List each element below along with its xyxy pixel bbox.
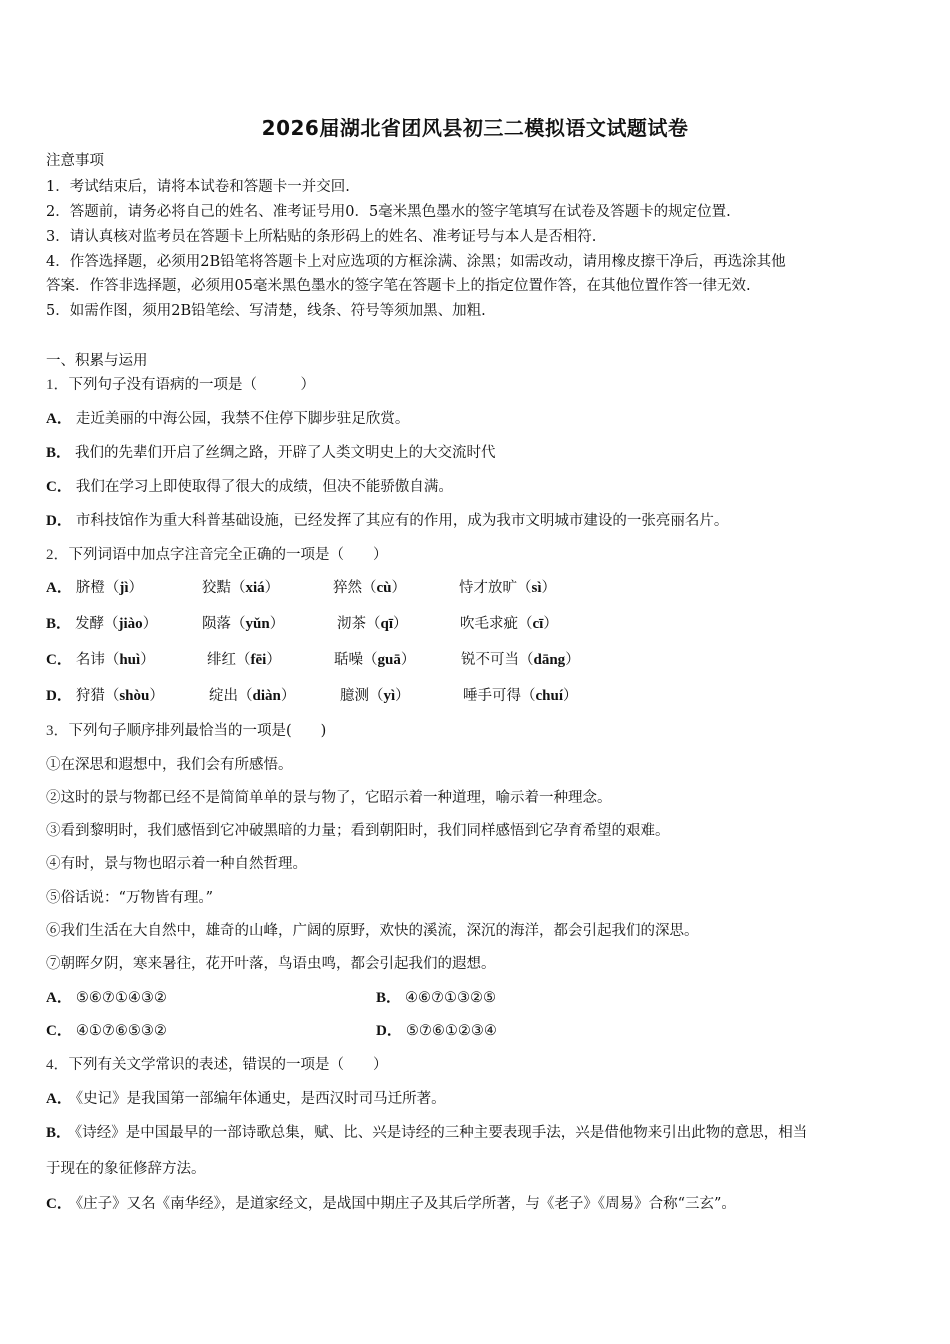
option-label: A． (46, 990, 72, 1006)
word-item: 聒噪（guā） (334, 652, 416, 668)
question-text: 下列词语中加点字注音完全正确的一项是（ ） (68, 547, 388, 563)
notice-item: 3．请认真核对监考员在答题卡上所粘贴的条形码上的姓名、准考证号与本人是否相符. (46, 229, 597, 245)
q3-sentence: ④有时，景与物也昭示着一种自然哲理。 (46, 856, 307, 872)
word-item: 臆测（yì） (340, 688, 410, 704)
word-item: 狩猎（shòu） (75, 688, 164, 704)
option-label: C． (46, 1023, 72, 1039)
notice-heading: 注意事项 (46, 153, 104, 169)
q2-option-a[interactable] (46, 578, 143, 598)
option-text: 走近美丽的中海公园，我禁不住停下脚步驻足欣赏。 (75, 411, 410, 427)
q1-option-b[interactable] (46, 443, 496, 463)
word-item: 锐不可当（dāng） (461, 652, 580, 668)
q1-option-a[interactable] (46, 409, 409, 429)
option-label: D． (46, 513, 72, 529)
option-text: ⑤⑦⑥①②③④ (405, 1023, 497, 1039)
q3-option-b[interactable] (376, 988, 496, 1008)
q3-sentence: ⑥我们生活在大自然中，雄奇的山峰，广阔的原野，欢快的溪流，深沉的海洋，都会引起我们的深思。 (46, 923, 699, 939)
option-text: ④①⑦⑥⑤③② (75, 1023, 167, 1039)
option-label: C． (46, 652, 72, 668)
page-title: 2026届湖北省团风县初三二模拟语文试题试卷 (261, 116, 689, 140)
question-number: 2． (46, 547, 69, 563)
notice-item: 5．如需作图，须用2B铅笔绘、写清楚，线条、符号等须加黑、加粗. (46, 303, 486, 319)
q3-sentence: ⑤俗话说：“万物皆有理。” (46, 890, 214, 906)
option-label: A． (46, 1091, 72, 1107)
q1-option-d[interactable] (46, 511, 728, 531)
option-text: ④⑥⑦①③②⑤ (405, 990, 497, 1006)
word-item: 猝然（cù） (333, 580, 406, 596)
question-text: 下列句子顺序排列最恰当的一项是( ) (68, 723, 327, 739)
word-item: 陨落（yǔn） (202, 616, 285, 632)
word-item: 恃才放旷（sì） (459, 580, 557, 596)
option-text: 《诗经》是中国最早的一部诗歌总集，赋、比、兴是诗经的三种主要表现手法，兴是借他物来引出此物的意思，相当 (75, 1125, 808, 1141)
question-number: 3． (46, 723, 69, 739)
word-item: 狡黠（xiá） (202, 580, 280, 596)
word-item: 唾手可得（chuí） (463, 688, 578, 704)
option-label: C． (46, 479, 72, 495)
q3-sentence: ⑦朝晖夕阴，寒来暑往，花开叶落，鸟语虫鸣，都会引起我们的遐想。 (46, 956, 496, 972)
word-item: 脐橙（jì） (75, 580, 144, 596)
q2-option-b[interactable] (46, 614, 157, 634)
q2-option-d[interactable] (46, 686, 164, 706)
question-4-stem (46, 1055, 388, 1075)
question-2-stem (46, 545, 388, 565)
option-label: A． (46, 580, 72, 596)
option-label: A． (46, 411, 72, 427)
option-label: B． (46, 445, 72, 461)
q4-option-a[interactable] (46, 1089, 446, 1109)
q4-option-b[interactable] (46, 1123, 807, 1143)
question-1-stem (46, 375, 315, 395)
word-item: 名讳（huì） (75, 652, 155, 668)
option-label: C． (46, 1196, 72, 1212)
option-text: 我们在学习上即使取得了很大的成绩，但决不能骄傲自满。 (75, 479, 453, 495)
word-item: 沏茶（qī） (337, 616, 408, 632)
question-number: 4． (46, 1057, 69, 1073)
q3-option-a[interactable] (46, 988, 167, 1008)
option-text: 《史记》是我国第一部编年体通史，是西汉时司马迁所著。 (75, 1091, 446, 1107)
option-label: D． (376, 1023, 402, 1039)
option-label: D． (46, 688, 72, 704)
word-item: 绽出（diàn） (209, 688, 296, 704)
q3-option-d[interactable] (376, 1021, 497, 1041)
question-text: 下列句子没有语病的一项是（ ） (68, 377, 316, 393)
word-item: 发酵（jiào） (75, 616, 158, 632)
option-label: B． (376, 990, 402, 1006)
word-item: 绯红（fēi） (207, 652, 281, 668)
option-text: 市科技馆作为重大科普基础设施，已经发挥了其应有的作用，成为我市文明城市建设的一张亮丽名片。 (75, 513, 729, 529)
section-heading: 一、积累与运用 (46, 353, 148, 369)
question-text: 下列有关文学常识的表述，错误的一项是（ ） (68, 1057, 388, 1073)
option-label: B． (46, 1125, 72, 1141)
question-number: 1． (46, 377, 69, 393)
option-label: B． (46, 616, 72, 632)
q4-option-c[interactable] (46, 1194, 736, 1214)
q3-sentence: ②这时的景与物都已经不是简简单单的景与物了，它昭示着一种道理，喻示着一种理念。 (46, 790, 612, 806)
q1-option-c[interactable] (46, 477, 453, 497)
word-item: 吹毛求疵（cī） (460, 616, 558, 632)
notice-item: 4．作答选择题，必须用2B铅笔将答题卡上对应选项的方框涂满、涂黑；如需改动，请用橡皮擦干净后，再选涂其他 (46, 254, 786, 270)
q3-sentence: ①在深思和遐想中，我们会有所感悟。 (46, 757, 293, 773)
question-3-stem (46, 721, 326, 741)
notice-item: 答案．作答非选择题，必须用05毫米黑色墨水的签字笔在答题卡上的指定位置作答，在其他位置作答一律无效. (46, 278, 751, 294)
q2-option-c[interactable] (46, 650, 155, 670)
q3-sentence: ③看到黎明时，我们感悟到它冲破黑暗的力量；看到朝阳时，我们同样感悟到它孕育希望的艰难。 (46, 823, 670, 839)
q3-option-c[interactable] (46, 1021, 167, 1041)
q4-option-b-continued: 于现在的象征修辞方法。 (46, 1161, 206, 1177)
notice-item: 2．答题前，请务必将自己的姓名、准考证号用0．5毫米黑色墨水的签字笔填写在试卷及答题卡的规定位置. (46, 204, 731, 220)
option-text: ⑤⑥⑦①④③② (75, 990, 167, 1006)
option-text: 我们的先辈们开启了丝绸之路，开辟了人类文明史上的大交流时代 (75, 445, 496, 461)
notice-item: 1．考试结束后，请将本试卷和答题卡一并交回. (46, 179, 350, 195)
option-text: 《庄子》又名《南华经》，是道家经文，是战国中期庄子及其后学所著，与《老子》《周易》合称“三玄”。 (75, 1196, 736, 1212)
